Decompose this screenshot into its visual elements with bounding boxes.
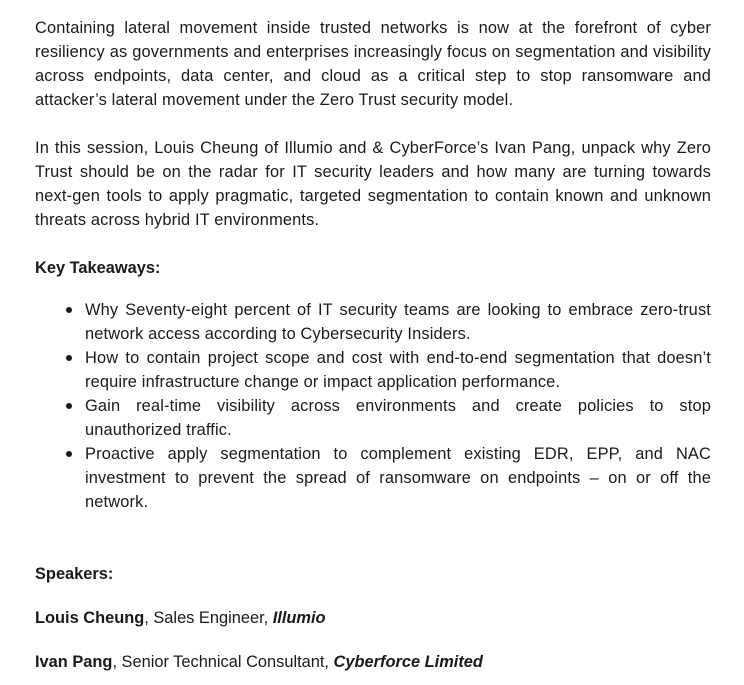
speaker-ivan-pang: [35, 650, 711, 674]
speaker-organization: Cyberforce Limited: [333, 653, 483, 671]
speaker-role: Senior Technical Consultant,: [121, 653, 334, 671]
key-takeaways-list: [35, 298, 711, 514]
speaker-louis-cheung: [35, 606, 711, 630]
key-takeaways-heading: Key Takeaways:: [35, 259, 161, 277]
speaker-organization: Illumio: [272, 609, 326, 627]
intro-paragraph-2: In this session, Louis Cheung of Illumio and & CyberForce’s Ivan Pang, unpack why Zero Trust should be on the radar for IT security leaders and how many are turning towards next-gen tools to apply pragmatic, targeted segmentation to contain known and unknown threats across hybrid IT environments.: [35, 139, 711, 229]
speaker-name: Louis Cheung: [35, 609, 145, 627]
list-item: Proactive apply segmentation to complement existing EDR, EPP, and NAC investment to prevent the spread of ransomware on endpoints – on or off the network.: [85, 442, 711, 514]
intro-paragraph-1: Containing lateral movement inside trusted networks is now at the forefront of cyber resiliency as governments and enterprises increasingly focus on segmentation and visibility across endpoints, data center, and cloud as a critical step to stop ransomware and attacker’s lateral movement under the Zero Trust security model.: [35, 19, 711, 109]
speaker-separator: ,: [112, 653, 122, 671]
speaker-role: Sales Engineer,: [153, 609, 273, 627]
list-item: Why Seventy-eight percent of IT security teams are looking to embrace zero-trust network access according to Cybersecurity Insiders.: [85, 298, 711, 346]
list-item: Gain real-time visibility across environments and create policies to stop unauthorized traffic.: [85, 394, 711, 442]
list-item: How to contain project scope and cost with end-to-end segmentation that doesn’t require infrastructure change or impact application performance.: [85, 346, 711, 394]
speaker-separator: ,: [144, 609, 154, 627]
event-description: [35, 16, 711, 674]
speaker-name: Ivan Pang: [35, 653, 113, 671]
speakers-heading: Speakers:: [35, 565, 114, 583]
